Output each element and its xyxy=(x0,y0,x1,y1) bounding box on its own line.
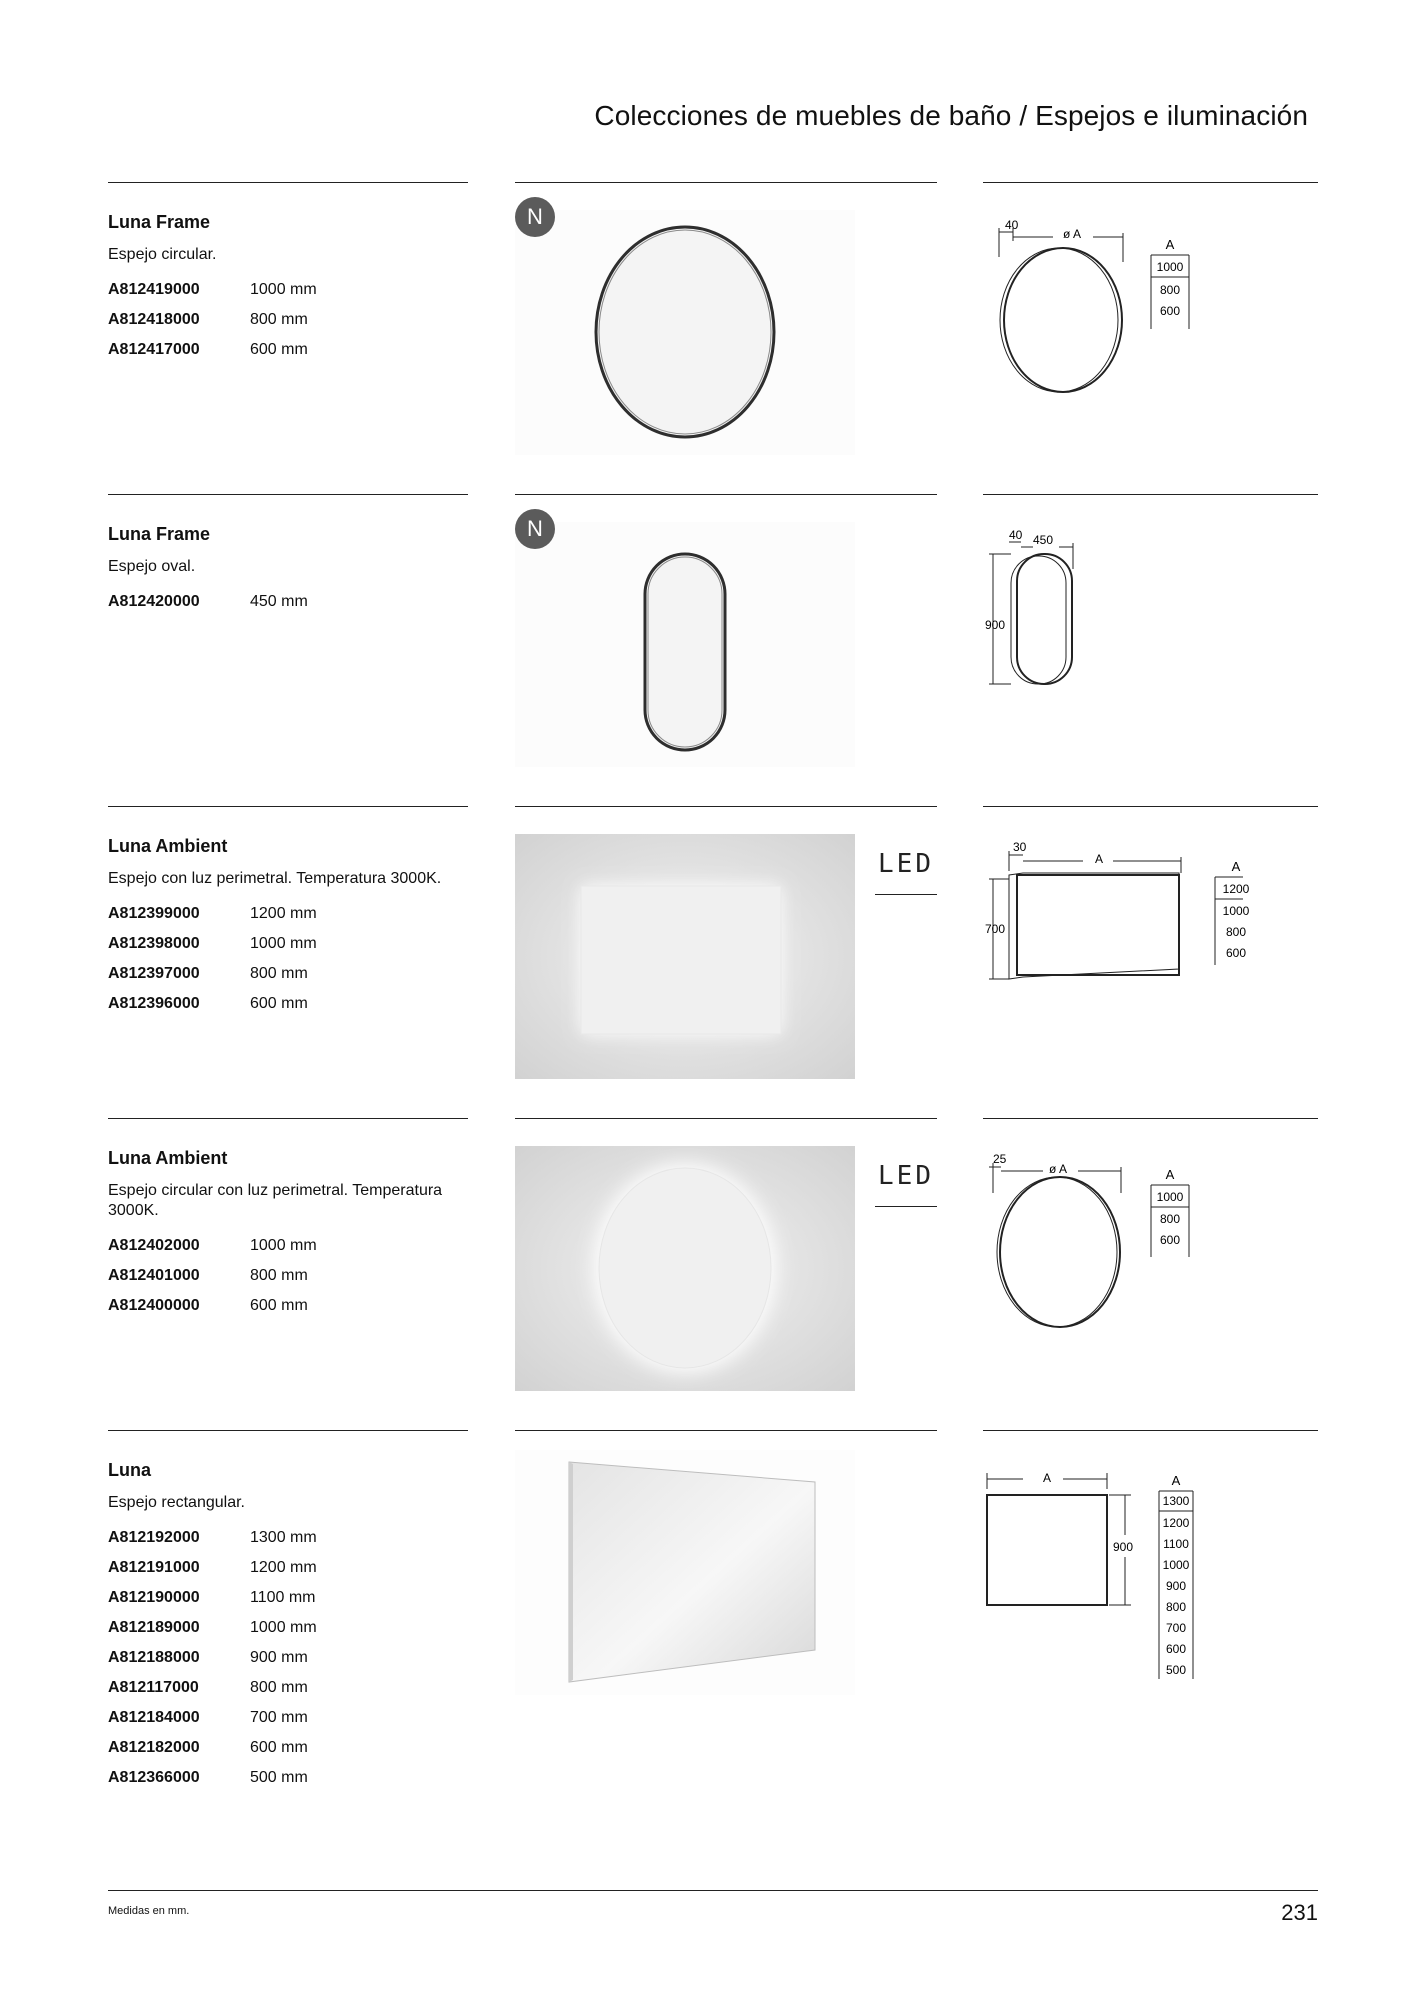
size-table-header: A xyxy=(1165,1167,1175,1182)
product-code: A812188000 xyxy=(108,1649,200,1666)
product-code: A812419000 xyxy=(108,281,200,298)
product-code: A812400000 xyxy=(108,1297,200,1314)
product-code: A812117000 xyxy=(108,1679,199,1696)
product-size: 600 mm xyxy=(250,341,308,358)
product-name: Luna Ambient xyxy=(108,836,228,856)
size-table-value: 700 xyxy=(1165,1621,1187,1635)
size-table-value: 900 xyxy=(1165,1579,1187,1593)
product-photo-ambient-rect xyxy=(515,834,855,1079)
dim-diameter-label: ø A xyxy=(1049,1162,1068,1176)
technical-drawing-oval xyxy=(983,529,1223,709)
dim-depth-label: 40 xyxy=(1009,528,1023,542)
product-info xyxy=(108,1148,448,1321)
product-description: Espejo oval. xyxy=(108,558,196,575)
product-section-luna-rect xyxy=(0,1430,1414,1850)
list-item xyxy=(108,1733,448,1763)
size-table-header: A xyxy=(1171,1473,1181,1488)
divider xyxy=(108,182,468,183)
dim-height-label: 900 xyxy=(985,618,1006,632)
divider xyxy=(983,494,1318,495)
divider xyxy=(515,1430,937,1431)
dim-height-label: 700 xyxy=(985,922,1006,936)
list-item xyxy=(108,1553,448,1583)
size-table-value: 1000 xyxy=(1162,1558,1190,1572)
size-table-value: 800 xyxy=(1165,1600,1187,1614)
page-title: Colecciones de muebles de baño / Espejos e iluminación xyxy=(594,100,1308,131)
new-badge: N xyxy=(515,509,555,549)
list-item xyxy=(108,1613,448,1643)
product-size: 800 mm xyxy=(250,311,308,328)
technical-drawing-round-ambient xyxy=(983,1153,1223,1333)
product-name: Luna Frame xyxy=(108,212,211,232)
product-code: A812420000 xyxy=(108,593,200,610)
divider xyxy=(108,494,468,495)
product-photo-ambient-round xyxy=(515,1146,855,1391)
dim-width-label: A xyxy=(1043,1471,1052,1485)
divider xyxy=(983,806,1318,807)
product-code: A812401000 xyxy=(108,1267,200,1284)
list-item xyxy=(108,959,448,989)
technical-drawing-rect xyxy=(983,840,1250,1021)
product-code: A812402000 xyxy=(108,1237,200,1254)
new-badge: N xyxy=(515,197,555,237)
product-code: A812366000 xyxy=(108,1769,200,1786)
size-table-value: 500 xyxy=(1165,1663,1187,1677)
dim-depth-label: 25 xyxy=(993,1152,1007,1166)
product-name: Luna Frame xyxy=(108,524,211,544)
size-table-value: 1200 xyxy=(1222,882,1250,896)
product-description: Espejo circular con luz perimetral. Temperatura 3000K. xyxy=(108,1182,443,1219)
product-info xyxy=(108,1460,448,1793)
product-size: 450 mm xyxy=(250,593,308,610)
size-table-value: 800 xyxy=(1225,925,1247,939)
product-code: A812397000 xyxy=(108,965,200,982)
size-table-value: 1100 xyxy=(1163,1537,1189,1551)
footnote: Medidas en mm. xyxy=(108,1905,190,1917)
dim-depth-label: 40 xyxy=(1005,218,1019,232)
dim-diameter-label: ø A xyxy=(1063,227,1082,241)
product-code: A812182000 xyxy=(108,1739,200,1756)
product-code: A812191000 xyxy=(108,1559,200,1576)
product-code: A812417000 xyxy=(108,341,200,358)
product-code: A812189000 xyxy=(108,1619,200,1636)
product-size: 1000 mm xyxy=(250,935,317,952)
list-item xyxy=(108,989,448,1019)
divider xyxy=(515,806,937,807)
size-table-value: 600 xyxy=(1165,1642,1187,1656)
divider xyxy=(515,494,937,495)
product-photo-oval-mirror xyxy=(515,522,855,767)
product-description: Espejo rectangular. xyxy=(108,1494,245,1511)
size-table-value: 1200 xyxy=(1162,1516,1190,1530)
size-table-value: 800 xyxy=(1159,283,1181,297)
product-size: 700 mm xyxy=(250,1709,308,1726)
technical-drawing-round xyxy=(983,217,1223,397)
size-table-header: A xyxy=(1231,859,1241,874)
product-code: A812398000 xyxy=(108,935,200,952)
divider xyxy=(515,182,937,183)
led-badge: LED xyxy=(875,1146,937,1207)
list-item xyxy=(108,899,448,929)
product-size: 800 mm xyxy=(250,1679,308,1696)
product-section-luna-frame-circular xyxy=(0,182,1414,494)
technical-drawing-rect-plain xyxy=(983,1465,1233,1685)
product-code: A812396000 xyxy=(108,995,200,1012)
product-size: 1300 mm xyxy=(250,1529,317,1546)
list-item xyxy=(108,335,448,365)
product-code: A812418000 xyxy=(108,311,200,328)
product-info xyxy=(108,524,448,617)
list-item xyxy=(108,1231,448,1261)
list-item xyxy=(108,1673,448,1703)
product-section-luna-ambient-circular xyxy=(0,1118,1414,1430)
product-size: 600 mm xyxy=(250,1297,308,1314)
product-section-luna-frame-oval xyxy=(0,494,1414,806)
list-item xyxy=(108,1703,448,1733)
product-size: 800 mm xyxy=(250,965,308,982)
product-size: 600 mm xyxy=(250,995,308,1012)
list-item xyxy=(108,587,448,617)
size-table-value: 1300 xyxy=(1162,1494,1190,1508)
product-size: 1200 mm xyxy=(250,905,317,922)
product-size: 1000 mm xyxy=(250,1237,317,1254)
product-photo-rect-mirror xyxy=(515,1450,855,1695)
product-code: A812190000 xyxy=(108,1589,200,1606)
divider xyxy=(108,1118,468,1119)
page-number: 231 xyxy=(1281,1900,1318,1925)
divider xyxy=(108,1430,468,1431)
footer-divider xyxy=(108,1890,1318,1891)
product-size: 500 mm xyxy=(250,1769,308,1786)
list-item xyxy=(108,275,448,305)
dim-depth-label: 30 xyxy=(1013,840,1027,854)
product-name: Luna xyxy=(108,1460,151,1480)
product-description: Espejo circular. xyxy=(108,246,217,263)
size-table-value: 800 xyxy=(1159,1212,1181,1226)
size-table-value: 1000 xyxy=(1222,904,1250,918)
product-info xyxy=(108,212,448,365)
size-table-value: 1000 xyxy=(1156,1190,1184,1204)
product-size: 600 mm xyxy=(250,1739,308,1756)
product-code: A812184000 xyxy=(108,1709,200,1726)
size-table-value: 1000 xyxy=(1156,260,1184,274)
product-section-luna-ambient-rect xyxy=(0,806,1414,1118)
size-table-value: 600 xyxy=(1225,946,1247,960)
led-badge: LED xyxy=(875,834,937,895)
product-code: A812192000 xyxy=(108,1529,200,1546)
product-description: Espejo con luz perimetral. Temperatura 3000K. xyxy=(108,870,442,887)
list-item xyxy=(108,1261,448,1291)
divider xyxy=(983,182,1318,183)
dim-width-label: A xyxy=(1095,852,1104,866)
product-size: 800 mm xyxy=(250,1267,308,1284)
dim-height-label: 900 xyxy=(1113,1540,1134,1554)
list-item xyxy=(108,1291,448,1321)
list-item xyxy=(108,305,448,335)
product-size: 900 mm xyxy=(250,1649,308,1666)
product-photo-round-mirror xyxy=(515,210,855,455)
product-code: A812399000 xyxy=(108,905,200,922)
divider xyxy=(108,806,468,807)
product-info xyxy=(108,836,448,1019)
product-size: 1200 mm xyxy=(250,1559,317,1576)
size-table-header: A xyxy=(1165,237,1175,252)
product-size: 1000 mm xyxy=(250,1619,317,1636)
list-item xyxy=(108,1583,448,1613)
list-item xyxy=(108,1523,448,1553)
dim-width-label: 450 xyxy=(1033,533,1054,547)
product-name: Luna Ambient xyxy=(108,1148,228,1168)
product-size: 1000 mm xyxy=(250,281,317,298)
list-item xyxy=(108,1763,448,1793)
size-table-value: 600 xyxy=(1159,1233,1181,1247)
product-size: 1100 mm xyxy=(250,1589,316,1606)
divider xyxy=(983,1430,1318,1431)
divider xyxy=(983,1118,1318,1119)
size-table-value: 600 xyxy=(1159,304,1181,318)
list-item xyxy=(108,1643,448,1673)
divider xyxy=(515,1118,937,1119)
list-item xyxy=(108,929,448,959)
